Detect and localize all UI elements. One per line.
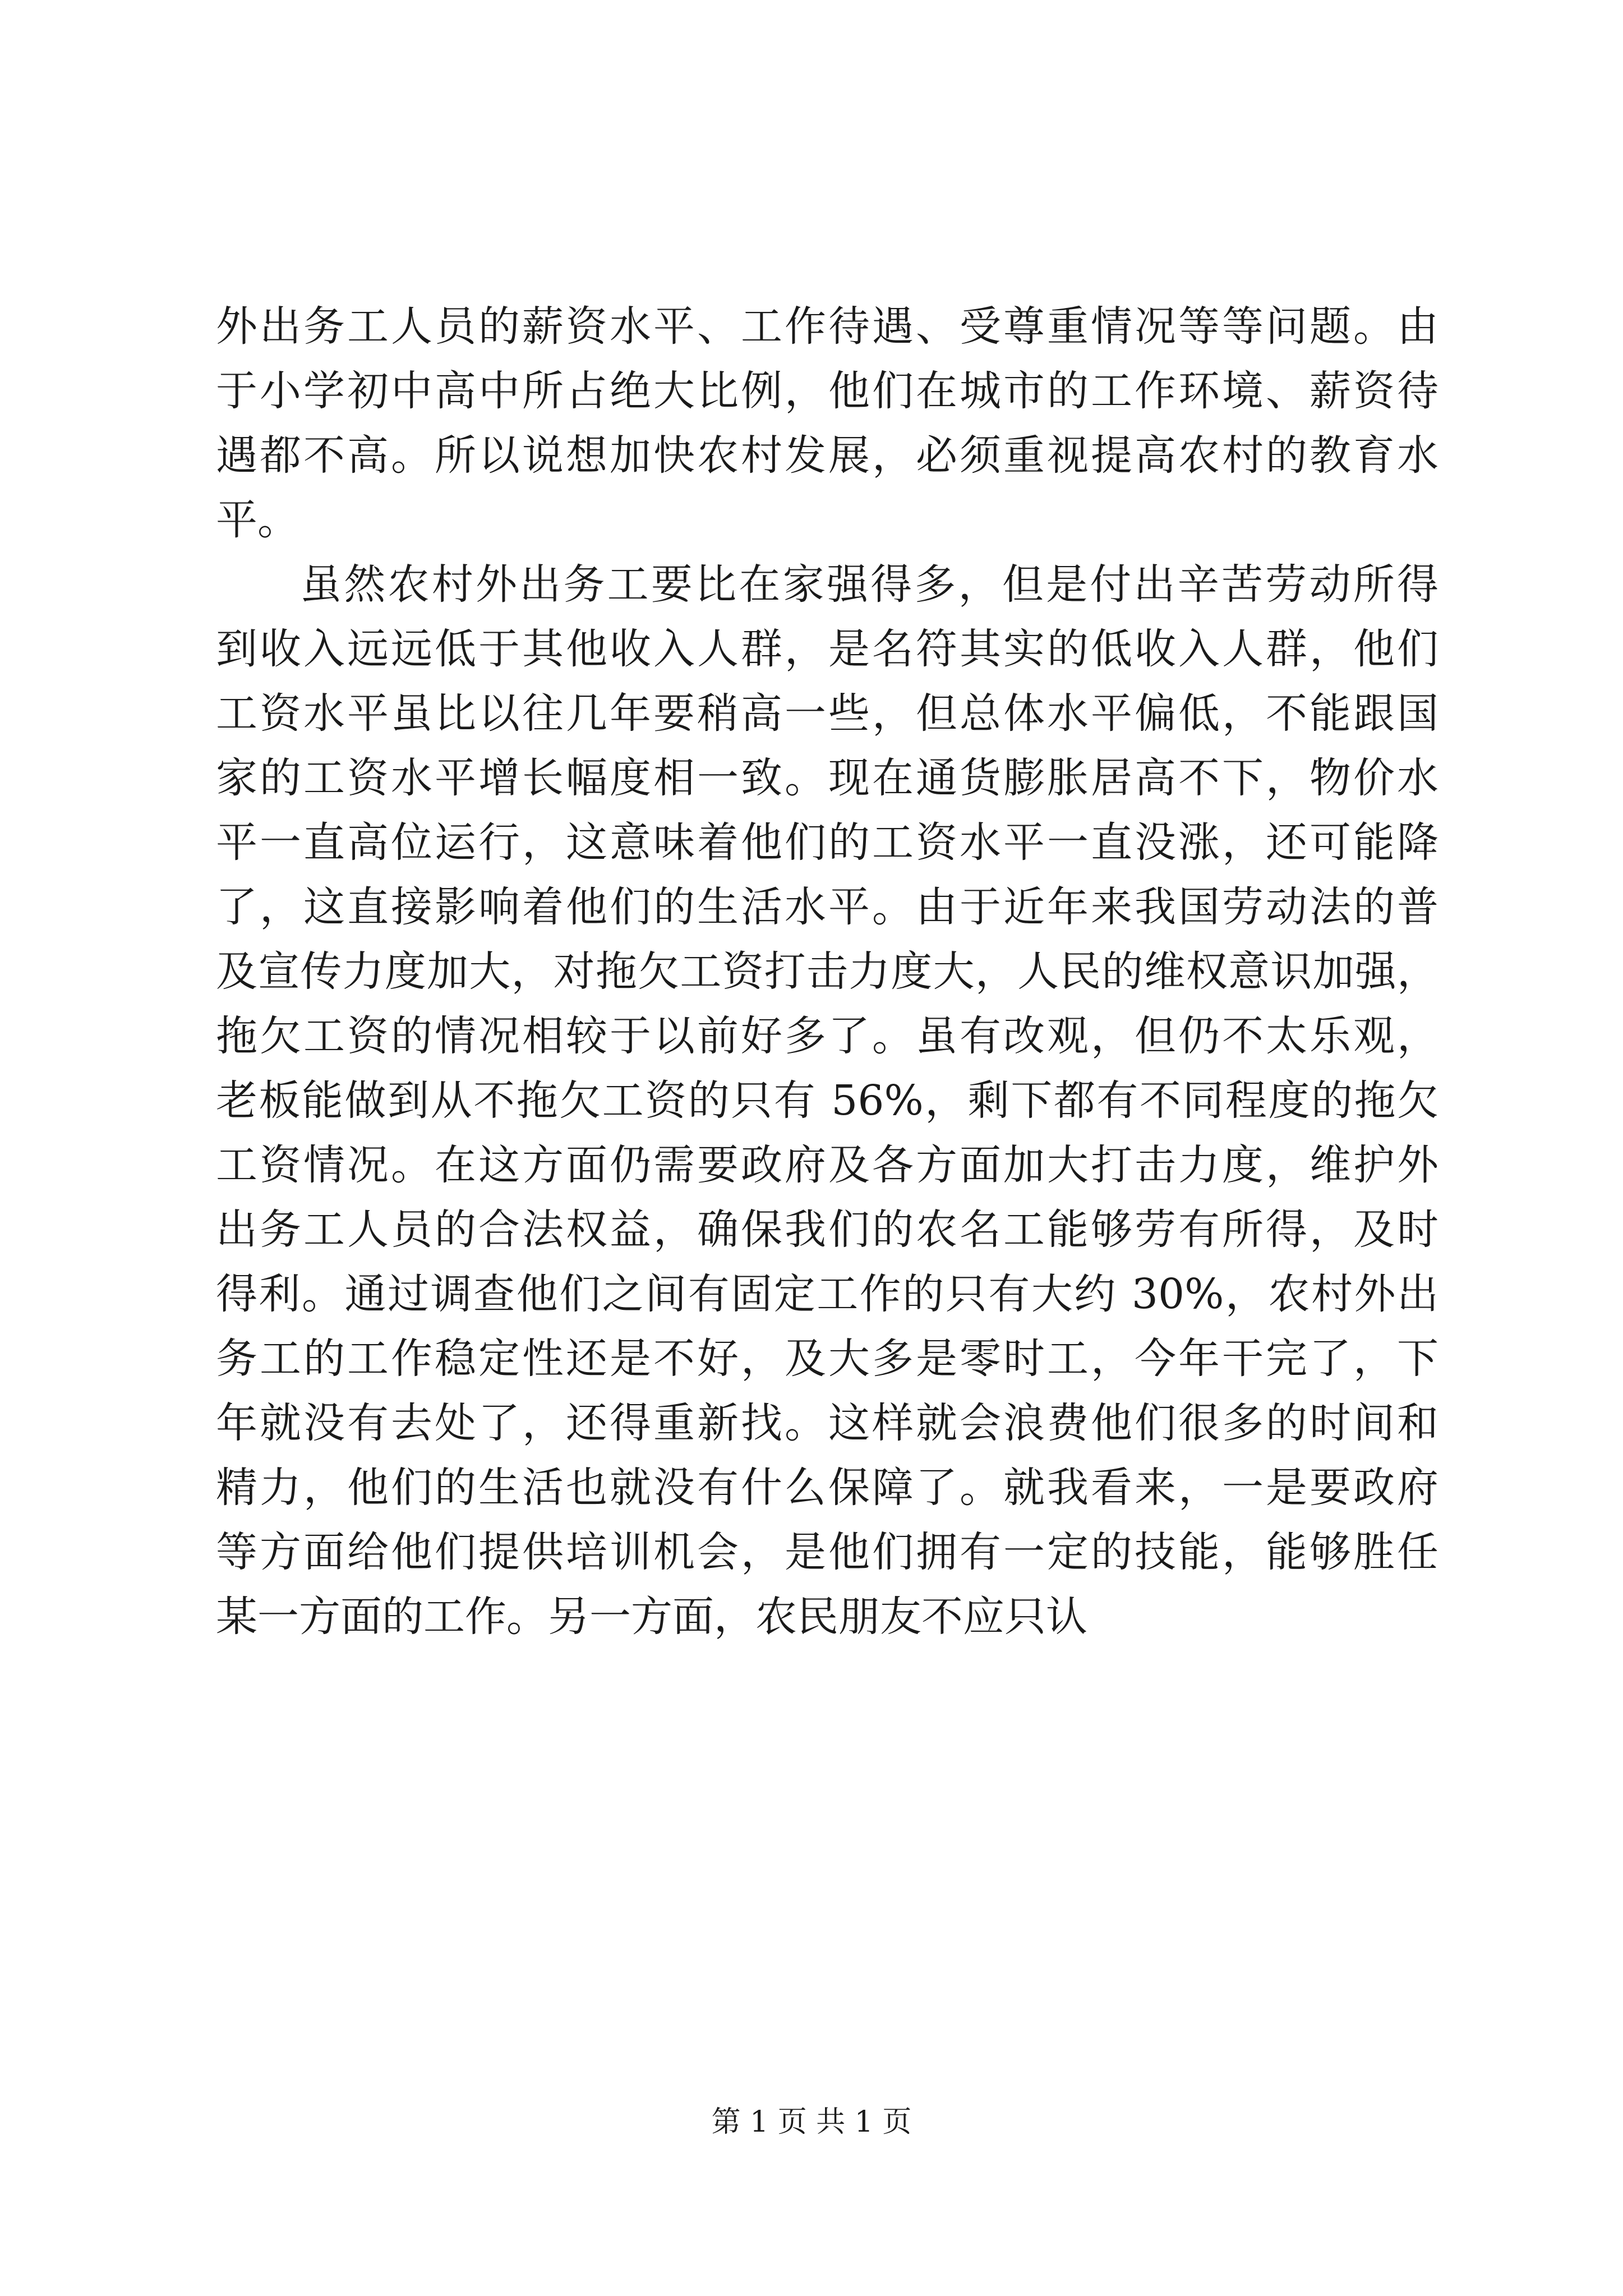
page-number-footer: 第 1 页 共 1 页 (711, 2105, 912, 2139)
body-text (216, 295, 1438, 1649)
text-line: 外出务工人员的薪资水平、工作待遇、受尊重情况等等问题。由 (216, 302, 1438, 351)
text-line: 平一直高位运行，这意味着他们的工资水平一直没涨，还可能降 (216, 818, 1438, 867)
paragraph-1 (216, 295, 1438, 553)
text-line: 工资情况。在这方面仍需要政府及各方面加大打击力度，维护外 (216, 1141, 1438, 1189)
text-line: 工资水平虽比以往几年要稍高一些，但总体水平偏低，不能跟国 (216, 689, 1438, 738)
text-line: 精力，他们的生活也就没有什么保障了。就我看来，一是要政府 (216, 1464, 1438, 1512)
text-line: 遇都不高。所以说想加快农村发展，必须重视提高农村的教育水 (216, 431, 1438, 480)
text-line: 于小学初中高中所占绝大比例，他们在城市的工作环境、薪资待 (216, 367, 1438, 415)
text-line: 了，这直接影响着他们的生活水平。由于近年来我国劳动法的普 (216, 883, 1438, 931)
text-line: 得利。通过调查他们之间有固定工作的只有大约 30%，农村外出 (216, 1270, 1438, 1318)
text-line: 虽然农村外出务工要比在家强得多，但是付出辛苦劳动所得 (300, 560, 1438, 609)
text-line: 老板能做到从不拖欠工资的只有 56%，剩下都有不同程度的拖欠 (216, 1076, 1438, 1125)
text-line: 等方面给他们提供培训机会，是他们拥有一定的技能，能够胜任 (216, 1528, 1438, 1576)
text-line: 年就没有去处了，还得重新找。这样就会浪费他们很多的时间和 (216, 1399, 1438, 1447)
text-line: 到收入远远低于其他收入人群，是名符其实的低收入人群，他们 (216, 625, 1438, 673)
text-line: 出务工人员的合法权益，确保我们的农名工能够劳有所得，及时 (216, 1205, 1438, 1254)
paragraph-2 (216, 553, 1438, 1649)
text-line: 及宣传力度加大，对拖欠工资打击力度大，人民的维权意识加强， (216, 947, 1438, 996)
text-line: 拖欠工资的情况相较于以前好多了。虽有改观，但仍不太乐观， (216, 1012, 1438, 1060)
text-line: 平。 (216, 496, 299, 544)
text-line: 家的工资水平增长幅度相一致。现在通货膨胀居高不下，物价水 (216, 754, 1438, 802)
text-line: 某一方面的工作。另一方面，农民朋友不应只认 (216, 1593, 1087, 1641)
text-line: 务工的工作稳定性还是不好，及大多是零时工，今年干完了，下 (216, 1335, 1438, 1383)
